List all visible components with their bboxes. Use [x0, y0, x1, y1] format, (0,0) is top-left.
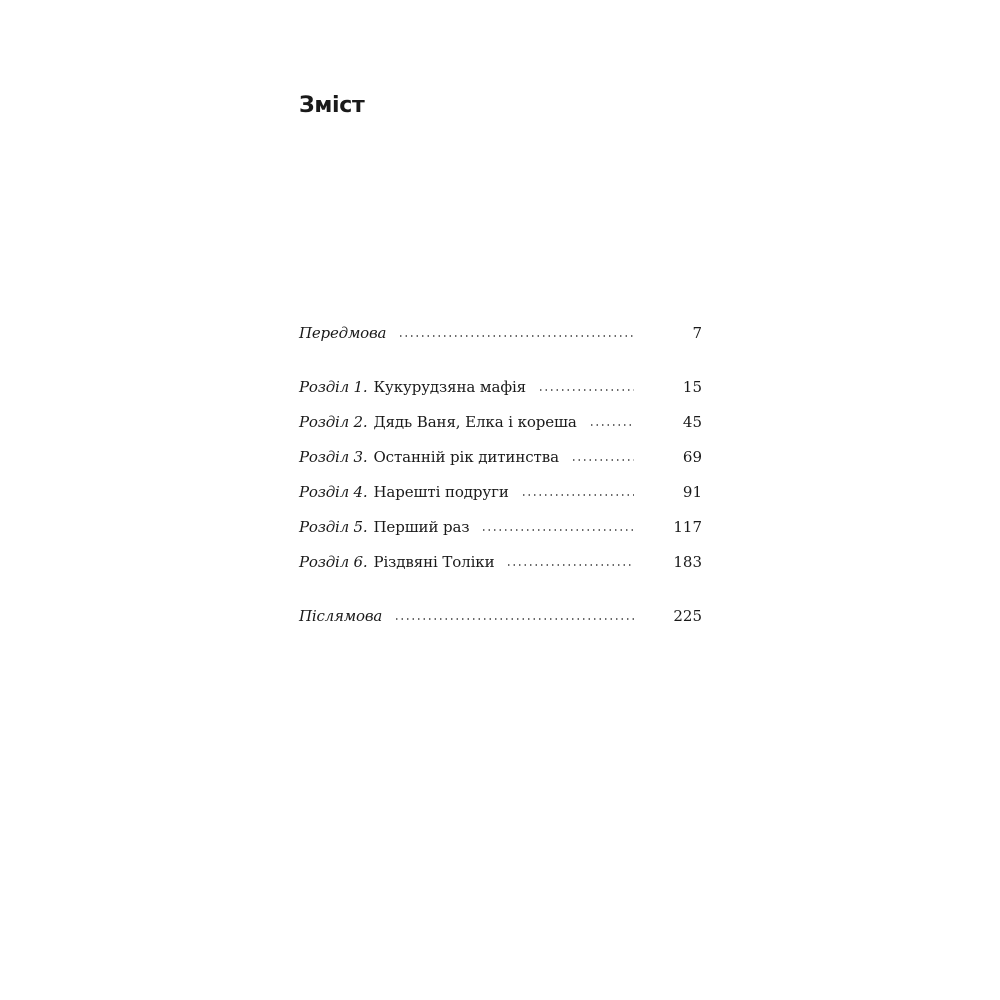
- page-title: Зміст: [299, 93, 365, 118]
- toc-entry-title: Перший раз: [373, 518, 470, 536]
- dot-leader: [394, 616, 634, 622]
- toc-entry-foreword: [299, 320, 702, 346]
- toc-entry-title: Нарешті подруги: [373, 483, 509, 501]
- dot-leader: [506, 562, 634, 568]
- toc-entry-page: 91: [682, 483, 702, 501]
- toc-entry-chapter-4: [299, 479, 702, 505]
- toc-entry-label: Післямова: [299, 607, 383, 625]
- toc-entry-page: 45: [682, 413, 702, 431]
- toc-entry-label: Розділ 5.: [299, 518, 368, 536]
- toc-entry-chapter-2: [299, 409, 702, 435]
- toc-entry-title: Кукурудзяна мафія: [373, 378, 527, 396]
- dot-leader: [571, 457, 634, 463]
- toc-entry-label: Розділ 2.: [299, 413, 368, 431]
- toc-entry-label: Передмова: [299, 324, 387, 342]
- toc-entry-label: Розділ 1.: [299, 378, 368, 396]
- dot-leader: [538, 387, 634, 393]
- toc-entry-chapter-1: [299, 374, 702, 400]
- toc-entry-title: Останній рік дитинства: [373, 448, 559, 466]
- toc-entry-page: 183: [673, 553, 702, 571]
- dot-leader: [398, 333, 634, 339]
- dot-leader: [481, 527, 634, 533]
- toc-entry-afterword: [299, 603, 702, 629]
- toc-entry-page: 117: [673, 518, 702, 536]
- toc-entry-page: 7: [692, 324, 702, 342]
- toc-entry-label: Розділ 6.: [299, 553, 368, 571]
- toc-entry-chapter-3: [299, 444, 702, 470]
- toc-entry-page: 225: [673, 607, 702, 625]
- toc-entry-title: Дядь Ваня, Елка і кореша: [373, 413, 577, 431]
- toc-entry-label: Розділ 3.: [299, 448, 368, 466]
- dot-leader: [521, 492, 634, 498]
- dot-leader: [589, 422, 634, 428]
- toc-entry-label: Розділ 4.: [299, 483, 368, 501]
- toc-entry-page: 15: [682, 378, 702, 396]
- toc-entry-chapter-6: [299, 549, 702, 575]
- toc-entry-chapter-5: [299, 514, 702, 540]
- toc-entry-title: Різдвяні Толіки: [373, 553, 495, 571]
- toc-entry-page: 69: [682, 448, 702, 466]
